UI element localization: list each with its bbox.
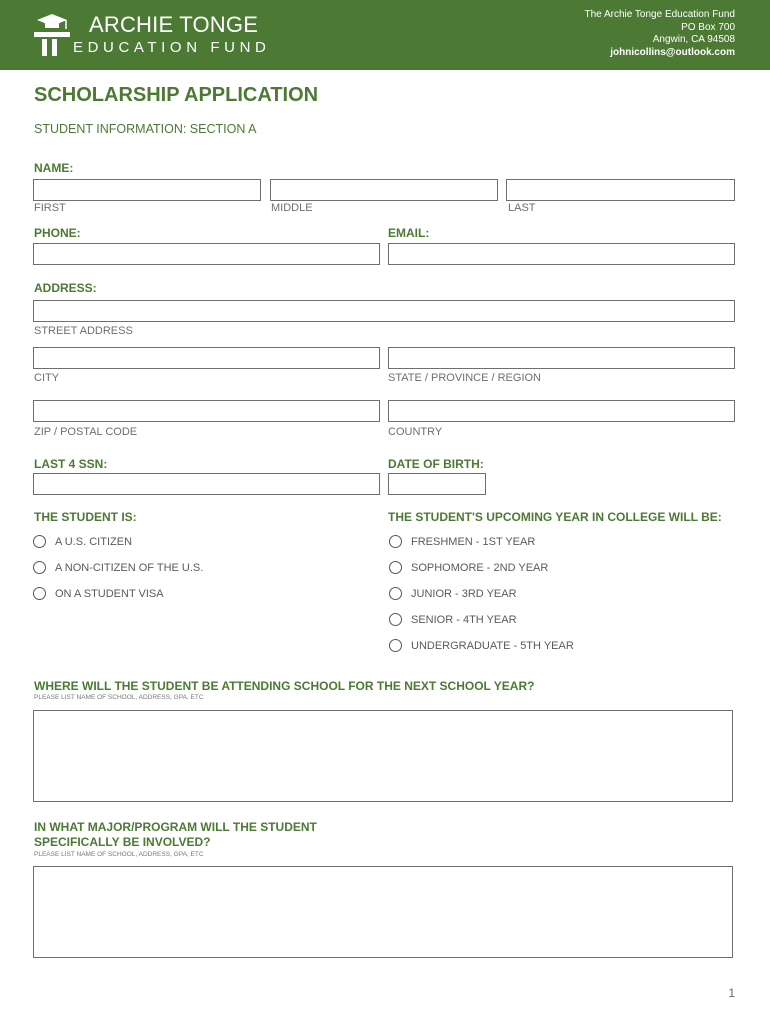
page-number: 1 [728,986,735,1000]
email-label: EMAIL: [388,226,430,240]
radio-button-icon[interactable] [389,561,402,574]
option-label: A U.S. CITIZEN [55,535,133,548]
state-sublabel: STATE / PROVINCE / REGION [388,372,542,384]
zip-sublabel: ZIP / POSTAL CODE [34,426,138,438]
state-field[interactable] [388,347,735,369]
option-senior[interactable] [389,613,517,626]
school-textarea[interactable] [33,710,733,802]
student-is-label: THE STUDENT IS: [34,510,137,524]
contact-block [585,9,735,59]
contact-email[interactable]: johnicollins@outlook.com [610,46,735,58]
school-hint: PLEASE LIST NAME OF SCHOOL, ADDRESS, GPA, ETC [34,694,204,701]
option-label: SOPHOMORE - 2ND YEAR [411,561,549,574]
city-field[interactable] [33,347,380,369]
option-label: SENIOR - 4TH YEAR [411,613,517,626]
radio-button-icon[interactable] [389,535,402,548]
brand-subtitle: EDUCATION FUND [73,39,271,56]
email-field[interactable] [388,243,735,265]
option-label: ON A STUDENT VISA [55,587,164,600]
dob-label: DATE OF BIRTH: [388,457,484,471]
ssn-label: LAST 4 SSN: [34,457,108,471]
option-non-citizen[interactable] [33,561,203,574]
first-sublabel: FIRST [34,202,66,214]
option-label: UNDERGRADUATE - 5TH YEAR [411,639,574,652]
option-student-visa[interactable] [33,587,164,600]
street-address-field[interactable] [33,300,735,322]
country-sublabel: COUNTRY [388,426,443,438]
year-label: THE STUDENT'S UPCOMING YEAR IN COLLEGE WILL BE: [388,510,722,524]
address-label: ADDRESS: [34,281,97,295]
graduation-cap-t-logo-icon [33,12,71,58]
radio-button-icon[interactable] [389,613,402,626]
zip-field[interactable] [33,400,380,422]
school-question: WHERE WILL THE STUDENT BE ATTENDING SCHOOL FOR THE NEXT SCHOOL YEAR? [34,679,535,693]
middle-name-field[interactable] [270,179,498,201]
major-hint: PLEASE LIST NAME OF SCHOOL, ADDRESS, GPA, ETC [34,851,204,858]
phone-label: PHONE: [34,226,81,240]
last-sublabel: LAST [508,202,536,214]
option-label: A NON-CITIZEN OF THE U.S. [55,561,204,574]
major-textarea[interactable] [33,866,733,958]
brand-name: ARCHIE TONGE [89,12,259,37]
option-freshmen[interactable] [389,535,535,548]
first-name-field[interactable] [33,179,261,201]
major-question-line2: SPECIFICALLY BE INVOLVED? [34,835,211,849]
org-city: Angwin, CA 94508 [652,34,735,46]
city-sublabel: CITY [34,372,60,384]
option-undergraduate[interactable] [389,639,574,652]
major-question-line1: IN WHAT MAJOR/PROGRAM WILL THE STUDENT [34,820,317,834]
po-box: PO Box 700 [681,21,735,33]
radio-button-icon[interactable] [389,587,402,600]
option-label: JUNIOR - 3RD YEAR [411,587,517,600]
page-header [0,0,770,70]
street-sublabel: STREET ADDRESS [34,325,133,337]
option-sophomore[interactable] [389,561,548,574]
major-question [34,820,317,850]
org-name: The Archie Tonge Education Fund [584,9,735,20]
option-us-citizen[interactable] [33,535,132,548]
phone-field[interactable] [33,243,380,265]
middle-sublabel: MIDDLE [271,202,313,214]
page-title: SCHOLARSHIP APPLICATION [34,84,319,106]
radio-button-icon[interactable] [33,587,46,600]
last-name-field[interactable] [506,179,735,201]
name-label: NAME: [34,161,74,175]
radio-button-icon[interactable] [33,561,46,574]
option-junior[interactable] [389,587,517,600]
option-label: FRESHMEN - 1ST YEAR [411,535,536,548]
country-field[interactable] [388,400,735,422]
radio-button-icon[interactable] [33,535,46,548]
radio-button-icon[interactable] [389,639,402,652]
ssn-field[interactable] [33,473,380,495]
dob-field[interactable] [388,473,486,495]
section-heading: STUDENT INFORMATION: SECTION A [34,122,257,136]
